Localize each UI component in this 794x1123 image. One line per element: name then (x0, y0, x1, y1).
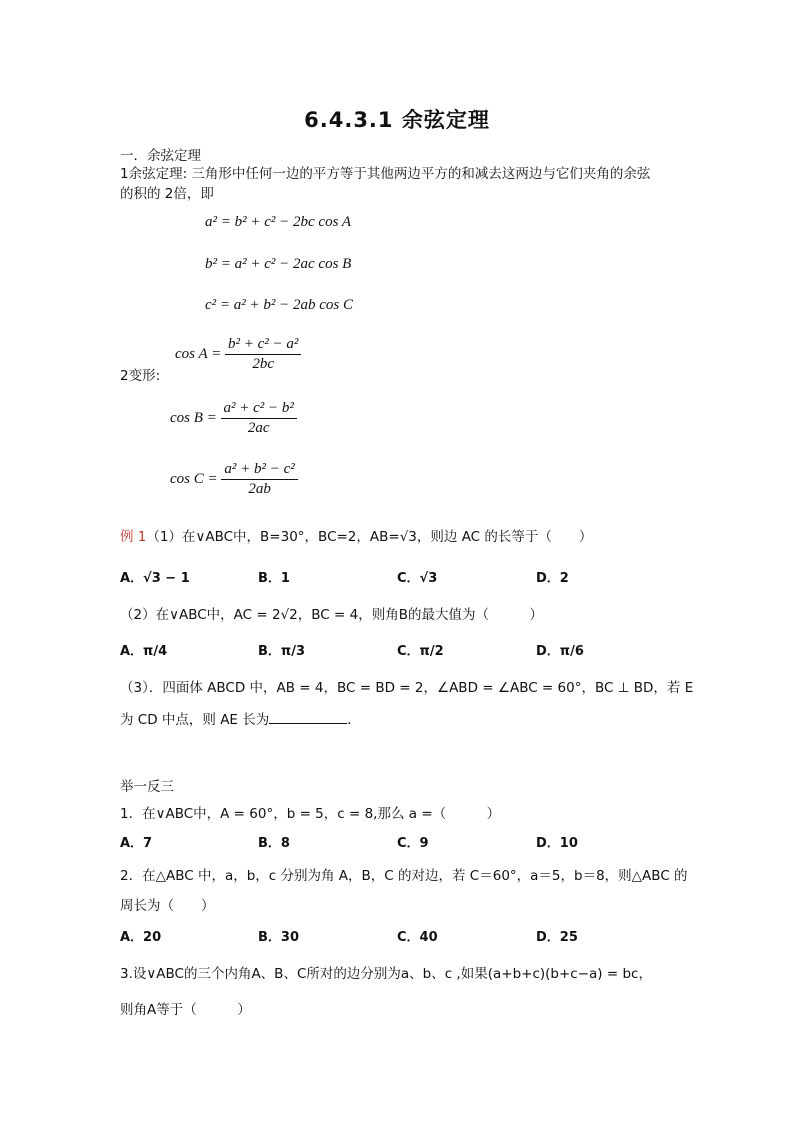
example1-q3-line1: （3）．四面体 ABCD 中，AB = 4，BC = BD = 2，∠ABD = ∠ABC = 60°，BC ⊥ BD，若 E (120, 680, 694, 696)
example1-q3-line2 (120, 708, 352, 728)
example1-question1 (120, 525, 592, 545)
variant-cosC-denominator: 2ab (248, 481, 271, 497)
q1-option-a[interactable]: A．√3 − 1 (120, 571, 190, 586)
variant-cosA (175, 336, 301, 373)
q2-option-a[interactable]: A．π/4 (120, 644, 168, 659)
variant-cosA-lhs: cos A = (175, 345, 222, 362)
p2-option-d[interactable]: D．25 (536, 930, 578, 945)
p1-option-c[interactable]: C．9 (397, 836, 429, 851)
answer-blank[interactable] (269, 723, 347, 724)
variant-cosB-numerator: a² + c² − b² (221, 400, 297, 419)
variant-label: 2变形: (120, 368, 161, 384)
q1-option-b[interactable]: B．1 (258, 571, 290, 586)
practice3-line1: 3.设∨ABC的三个内角A、B、C所对的边分别为a、b、c ,如果(a+b+c)(b+c−a) = bc， (120, 966, 652, 982)
formula-a: a² = b² + c² − 2bc cos A (205, 214, 352, 230)
example1-q3-line2-text: 为 CD 中点，则 AE 长为 (120, 712, 270, 728)
variant-cosA-fraction (225, 336, 301, 373)
variant-cosB-lhs: cos B = (170, 409, 217, 426)
example1-q3-line2-end: . (347, 712, 352, 728)
p2-option-c[interactable]: C．40 (397, 930, 438, 945)
formula-c: c² = a² + b² − 2ab cos C (205, 297, 354, 313)
practice2-line1: 2．在△ABC 中，a，b，c 分别为角 A，B，C 的对边，若 C＝60°，a＝5，b＝8，则△ABC 的 (120, 868, 688, 884)
section-heading-practice: 举一反三 (120, 779, 174, 795)
variant-cosC-numerator: a² + b² − c² (221, 461, 297, 480)
p1-option-a[interactable]: A．7 (120, 836, 153, 851)
q1-option-d[interactable]: D．2 (536, 571, 569, 586)
variant-cosB-denominator: 2ac (247, 420, 270, 436)
variant-cosC (170, 461, 298, 498)
page-title: 6.4.3.1 余弦定理 (304, 108, 490, 132)
example1-label: 例 1 (120, 529, 147, 545)
definition-line-1: 1余弦定理: 三角形中任何一边的平方等于其他两边平方的和减去这两边与它们夹角的余弦 (120, 166, 651, 182)
section-heading-cosine-law: 一．余弦定理 (120, 148, 201, 164)
p2-option-a[interactable]: A．20 (120, 930, 162, 945)
variant-cosC-lhs: cos C = (170, 470, 218, 487)
practice3-line2: 则角A等于（ ） (120, 1002, 251, 1018)
q2-option-b[interactable]: B．π/3 (258, 644, 305, 659)
definition-line-2: 的积的 2倍，即 (120, 186, 214, 202)
example1-q1-text: （1）在∨ABC中，B=30°，BC=2，AB=√3，则边 AC 的长等于（ ） (146, 529, 593, 545)
practice2-line2: 周长为（ ） (120, 898, 215, 914)
p1-option-b[interactable]: B．8 (258, 836, 290, 851)
variant-cosC-fraction (221, 461, 297, 498)
example1-q2-text: （2）在∨ABC中，AC = 2√2，BC = 4，则角B的最大值为（ ） (120, 607, 543, 623)
q2-option-c[interactable]: C．π/2 (397, 644, 444, 659)
variant-cosB (170, 400, 297, 437)
q2-option-d[interactable]: D．π/6 (536, 644, 584, 659)
q1-option-c[interactable]: C．√3 (397, 571, 438, 586)
formula-b: b² = a² + c² − 2ac cos B (205, 256, 352, 272)
variant-cosA-denominator: 2bc (252, 356, 275, 372)
variant-cosB-fraction (221, 400, 297, 437)
practice1-question: 1．在∨ABC中，A = 60°，b = 5，c = 8,那么 a =（ ） (120, 806, 501, 822)
p2-option-b[interactable]: B．30 (258, 930, 299, 945)
p1-option-d[interactable]: D．10 (536, 836, 578, 851)
variant-cosA-numerator: b² + c² − a² (225, 336, 301, 355)
